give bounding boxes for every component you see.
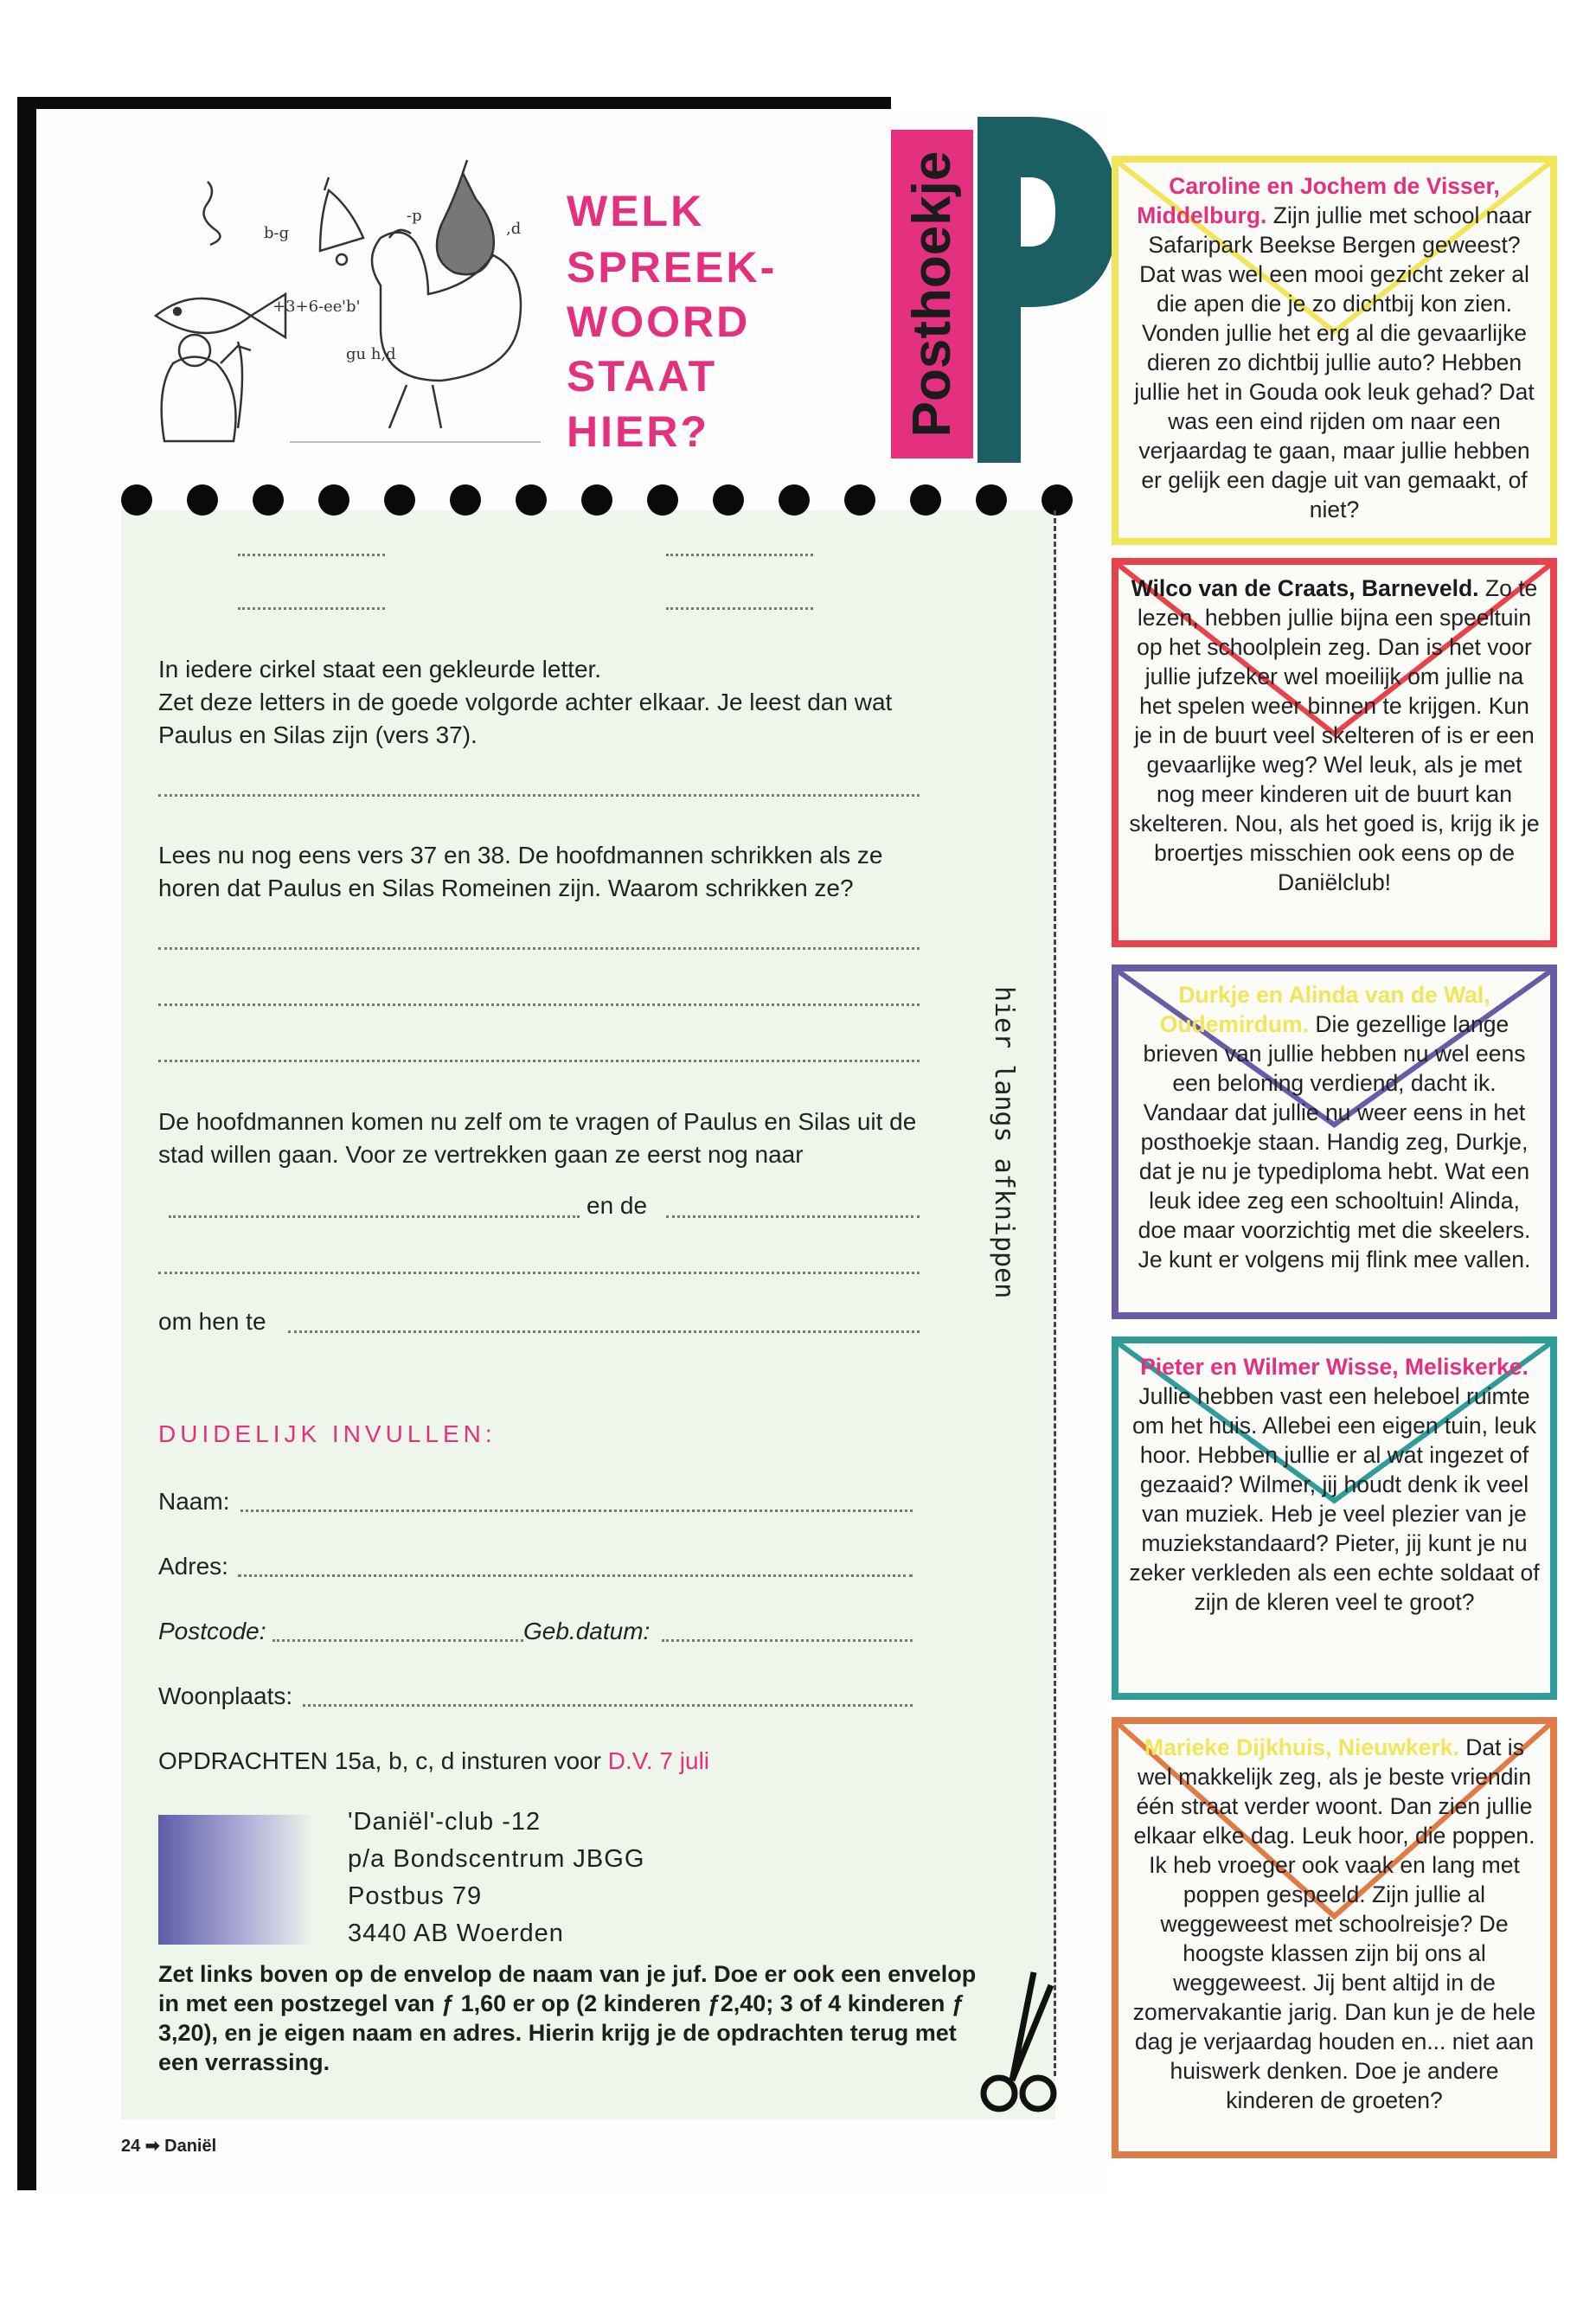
- puzzle-title-line-1: WELK: [567, 187, 705, 235]
- letter-text: Die gezellige lange brieven van jullie hebben nu wel eens een beloning verdiend, dacht ik. Vandaar dat jullie nu weer eens in het posthoekje staan. Handig zeg, Durkje, dat je nu je typediploma hebt. Wat een leuk idee zeg een schooltuin! Alinda, doe maar voorzichtig met die skeelers. Je kunt er volgens mij flink mee vallen.: [1138, 1011, 1531, 1272]
- letter-box: [1112, 156, 1557, 545]
- page-number: 24: [121, 2137, 141, 2156]
- letter-content: [1129, 1352, 1540, 1617]
- birthdate-field[interactable]: [662, 1639, 913, 1642]
- puzzle-title-line-2: SPREEK-: [567, 243, 778, 292]
- letter-text: Jullie hebben vast een heleboel ruimte om het huis. Allebei een eigen tuin, leuk hoor. Hebben jullie er al wat ingezet of gezaaid? Wilmer, jij houdt denk ik veel van muziek. Heb je veel plezier van je muziekstandaard? Pieter, jij kunt je nu zeker verkleden als een echte soldaat of zijn de kleren veel te groot?: [1129, 1383, 1540, 1615]
- letter-sender: Durkje en Alinda van de Wal, Oudemirdum.: [1159, 982, 1490, 1037]
- sketch-label-6: gu h,d: [346, 345, 396, 363]
- om-hen-te-label: om hen te: [158, 1308, 266, 1335]
- answer-line[interactable]: [238, 554, 385, 556]
- cut-line: [1054, 510, 1056, 2076]
- letter-circle: [516, 484, 547, 516]
- sketch-drawings: [147, 156, 562, 450]
- cut-instruction: hier langs afknippen: [989, 986, 1019, 1299]
- letter-circle: [1042, 484, 1073, 516]
- page-edge-bar: [17, 97, 36, 2190]
- postcode-label: Postcode:: [158, 1618, 266, 1644]
- puzzle-answer-line: [290, 441, 541, 443]
- arrow-icon: ➡: [144, 2137, 160, 2156]
- envelope-instructions: Zet links boven op de envelop de naam van je juf. Doe er ook een envelop in met een postzegel van ƒ 1,60 er op (2 kinderen ƒ2,40; 3 of 4 kinderen ƒ 3,20), en je eigen naam en adres. Hierin krijg je de opdrachten terug met een verrassing.: [158, 1961, 977, 2075]
- letter-box: [1112, 558, 1557, 947]
- letter-content: [1129, 980, 1540, 1274]
- instruction-3: De hoofdmannen komen nu zelf om te vragen of Paulus en Silas uit de stad willen gaan. Voor ze vertrekken gaan ze eerst nog naar: [158, 1108, 917, 1168]
- name-label: Naam:: [158, 1488, 230, 1515]
- answer-line[interactable]: [158, 1003, 920, 1006]
- fill-in-heading: DUIDELIJK INVULLEN:: [158, 1420, 497, 1447]
- letter-circle: [976, 484, 1007, 516]
- postcode-field[interactable]: [272, 1639, 523, 1642]
- letter-circle: [253, 484, 284, 516]
- letter-text: Zijn jullie met school naar Safaripark Beekse Bergen geweest? Dat was wel een mooi gezicht zeker al die apen die je zo dichtbij kon zien. Vonden jullie het erg al die gevaarlijke dieren zo dichtbij jullie auto? Hebben jullie het in Gouda ook leuk gehad? Dat was een eind rijden om naar een verjaardag te gaan, maar jullie hebben er gelijk een dagje uit van gemaakt, of niet?: [1134, 202, 1535, 522]
- letter-box: [1112, 1717, 1557, 2158]
- letter-circle: [384, 484, 415, 516]
- letter-sender: Wilco van de Craats, Barneveld.: [1131, 575, 1479, 601]
- puzzle-title-line-5: HIER?: [567, 407, 709, 456]
- answer-line[interactable]: [169, 1215, 580, 1218]
- answer-line[interactable]: [158, 1272, 920, 1274]
- puzzle-title-line-3: WOORD: [567, 298, 751, 346]
- page-top-bar: [17, 97, 891, 109]
- answer-line[interactable]: [238, 607, 385, 610]
- page-footer: [121, 2135, 216, 2157]
- sketch-label-2: -p: [407, 207, 422, 225]
- letter-circles-row: [121, 484, 1073, 519]
- instruction-2: Lees nu nog eens vers 37 en 38. De hoofdmannen schrikken als ze horen dat Paulus en Silas Romeinen zijn. Waarom schrikken ze?: [158, 842, 883, 901]
- sketch-label-3: ,d: [506, 220, 522, 238]
- address-line-2: p/a Bondscentrum JBGG: [348, 1845, 645, 1873]
- answer-line[interactable]: [158, 1060, 920, 1062]
- letter-sender: Pieter en Wilmer Wisse, Meliskerke.: [1140, 1354, 1529, 1380]
- deadline-text: [158, 1747, 709, 1775]
- letter-circle: [647, 484, 678, 516]
- letter-box: [1112, 1336, 1557, 1700]
- instruction-1: In iedere cirkel staat een gekleurde letter. Zet deze letters in de goede volgorde achter elkaar. Je leest dan wat Paulus en Silas zijn (vers 37).: [158, 656, 893, 748]
- letter-circle: [187, 484, 218, 516]
- city-field[interactable]: [303, 1704, 913, 1707]
- address-field[interactable]: [238, 1574, 913, 1577]
- posthoekje-label: Posthoekje: [902, 151, 962, 438]
- letter-circle: [581, 484, 612, 516]
- letter-circle: [450, 484, 481, 516]
- answer-line[interactable]: [158, 947, 920, 950]
- envelope-stamp-box: [158, 1815, 314, 1945]
- letter-sender: Marieke Dijkhuis, Nieuwkerk.: [1144, 1734, 1459, 1760]
- address-line-1: 'Daniël'-club -12: [348, 1808, 542, 1836]
- address-line-3: Postbus 79: [348, 1882, 483, 1910]
- letter-circle: [713, 484, 744, 516]
- letter-text: Dat is wel makkelijk zeg, als je beste vriendin één straat verder woont. Dan zien jullie elkaar elke dag. Leuk hoor, die poppen. Ik heb vroeger ook vaak en lang met poppen gespeeld. Zijn jullie al weggeweest met schoolreisje? De hoogste klassen zijn bij ons al weggeweest. Jij bent altijd in de zomervakantie jarig. Dan kun je de hele dag je verjaardag houden en... niet aan huiswerk denken. Doe je andere kinderen de groeten?: [1132, 1734, 1536, 2113]
- letter-content: [1129, 1733, 1540, 2115]
- deadline-prefix: OPDRACHTEN 15a, b, c, d insturen voor: [158, 1747, 601, 1774]
- letter-circle: [121, 484, 152, 516]
- scissors-icon: [969, 1968, 1073, 2115]
- letter-circle: [844, 484, 875, 516]
- address-line-4: 3440 AB Woerden: [348, 1920, 564, 1947]
- sketch-label-1: b-g: [264, 224, 290, 242]
- city-label: Woonplaats:: [158, 1682, 293, 1709]
- answer-line[interactable]: [158, 794, 920, 797]
- letter-content: [1129, 574, 1540, 897]
- name-field[interactable]: [240, 1509, 913, 1512]
- en-de-label: en de: [586, 1192, 648, 1219]
- letter-text: Zo te lezen, hebben jullie bijna een speeltuin op het schoolplein zeg. Dan is het voor jullie jufzeker wel moeilijk om jullie na het spelen weer binnen te krijgen. Kun je in de buurt veel skelteren of is er een gevaarlijke weg? Wel leuk, als je met nog meer kinderen uit de buurt kan skelteren. Nou, als het goed is, krijg ik je broertjes misschien ook eens op de Daniëlclub!: [1129, 575, 1540, 895]
- letter-sender: Caroline en Jochem de Visser, Middelburg.: [1137, 173, 1500, 228]
- letter-circle: [910, 484, 941, 516]
- answer-line[interactable]: [666, 607, 813, 610]
- magazine-name: Daniël: [164, 2137, 217, 2156]
- deadline-date: D.V. 7 juli: [607, 1747, 710, 1774]
- address-label: Adres:: [158, 1553, 228, 1580]
- answer-line[interactable]: [288, 1330, 920, 1333]
- letter-box: [1112, 965, 1557, 1319]
- birthdate-label: Geb.datum:: [523, 1618, 651, 1644]
- letter-content: [1129, 171, 1540, 524]
- sketch-label-5: +3+6-ee: [272, 298, 343, 316]
- letter-circle: [779, 484, 810, 516]
- letter-circle: [318, 484, 349, 516]
- answer-line[interactable]: [666, 1215, 920, 1218]
- puzzle-title-line-4: STAAT: [567, 352, 718, 401]
- sketch-label-4: 'b': [342, 298, 361, 316]
- answer-line[interactable]: [666, 554, 813, 556]
